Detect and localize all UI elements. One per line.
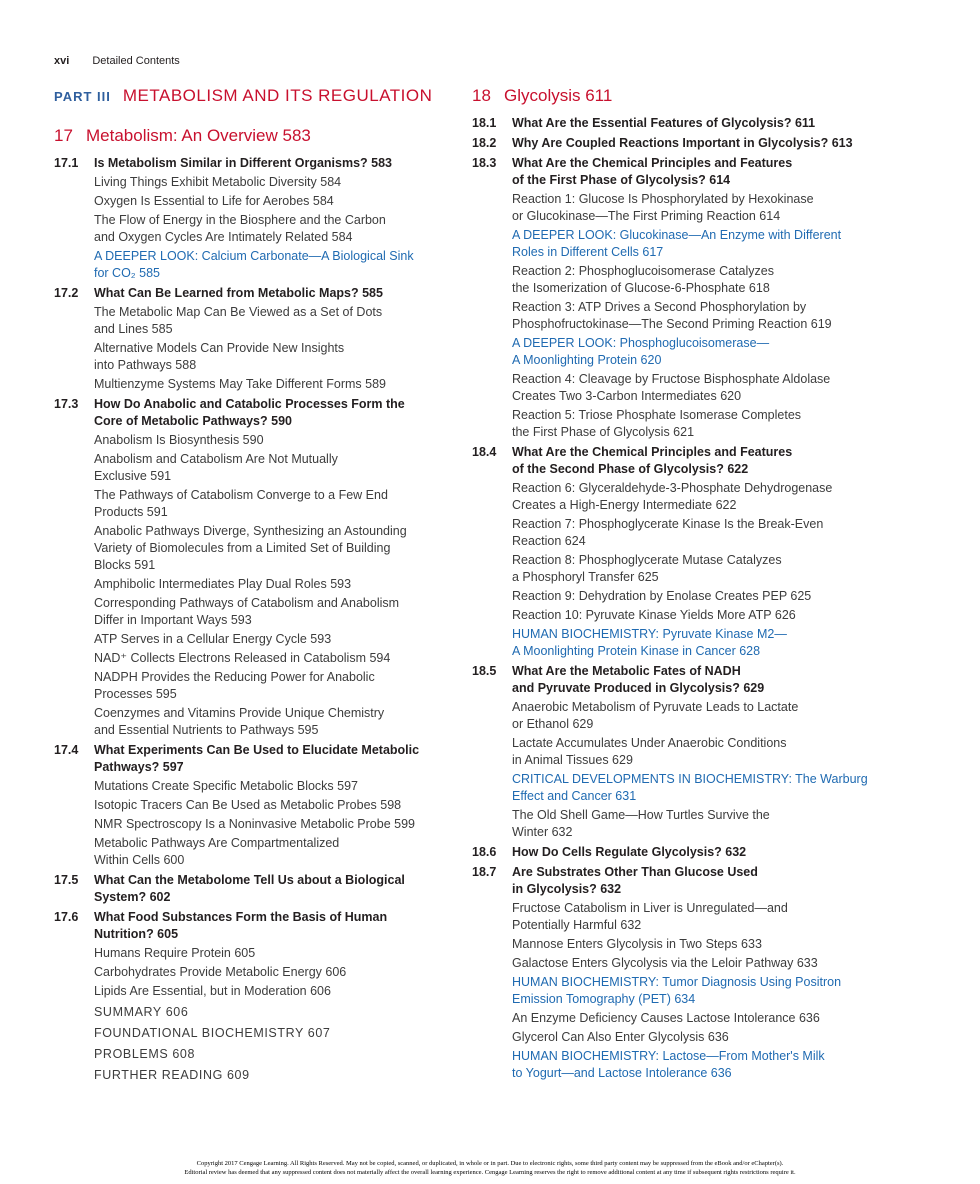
subsection-entry: [54, 174, 464, 191]
entry-text: Reaction 4: Cleavage by Fructose Bisphosphate Aldolase Creates Two 3-Carbon Intermediates 620: [512, 372, 831, 403]
entry-text: What Are the Chemical Principles and Features of the First Phase of Glycolysis? 614: [512, 156, 793, 187]
copyright-footer: [0, 1159, 980, 1177]
subsection-entry: [54, 340, 464, 374]
section-number: 17.2: [54, 286, 79, 300]
section-entry: [472, 444, 912, 478]
subsection-entry: [54, 778, 464, 795]
section-entry: [472, 663, 912, 697]
entry-text: Why Are Coupled Reactions Important in Glycolysis? 613: [512, 136, 853, 150]
entry-text: SUMMARY 606: [94, 1005, 189, 1019]
section-entry: [472, 864, 912, 898]
entry-text: Anabolism Is Biosynthesis 590: [94, 433, 264, 447]
subsection-entry: [54, 432, 464, 449]
subsection-entry: [54, 487, 464, 521]
section-number: 18.6: [472, 845, 497, 859]
subsection-entry: [54, 523, 464, 574]
subsection-entry: [54, 669, 464, 703]
part-label: PART III: [54, 89, 111, 104]
subsection-entry: [54, 835, 464, 869]
section-entry: [54, 909, 464, 943]
entry-text: Mutations Create Specific Metabolic Blocks 597: [94, 779, 359, 793]
feature-box-entry: [472, 227, 912, 261]
chapter-number: 18: [472, 86, 491, 105]
entry-text: What Can Be Learned from Metabolic Maps? 585: [94, 286, 383, 300]
entry-text: Anabolism and Catabolism Are Not Mutually Exclusive 591: [94, 452, 338, 483]
page-number: xvi: [54, 55, 70, 67]
feature-box-entry: [472, 771, 912, 805]
subsection-entry: [54, 797, 464, 814]
section-number: 17.4: [54, 743, 79, 757]
entry-text: ATP Serves in a Cellular Energy Cycle 593: [94, 632, 332, 646]
entry-text: FURTHER READING 609: [94, 1068, 250, 1082]
running-head: [54, 55, 180, 67]
toc-column-right: [472, 86, 912, 1082]
subsection-entry: [54, 193, 464, 210]
copyright-line: Editorial review has deemed that any suppressed content does not materially affect the overall learning experience. Cengage Learning reserves the right to remove additional content at any time if subsequent rights restrictions require it.: [184, 1169, 796, 1176]
entry-text: A DEEPER LOOK: Calcium Carbonate—A Biological Sink for CO₂ 585: [94, 249, 414, 280]
entry-text: How Do Cells Regulate Glycolysis? 632: [512, 845, 747, 859]
section-entry: [54, 872, 464, 906]
section-number: 18.1: [472, 116, 497, 130]
entry-text: Lipids Are Essential, but in Moderation 606: [94, 984, 331, 998]
chapter-heading: [54, 126, 464, 152]
section-number: 18.3: [472, 156, 497, 170]
entry-text: Reaction 1: Glucose Is Phosphorylated by Hexokinase or Glucokinase—The First Priming Reaction 614: [512, 192, 814, 223]
subsection-entry: [472, 299, 912, 333]
chapter-number: 17: [54, 126, 73, 145]
section-entry: [472, 844, 912, 861]
entry-text: What Are the Essential Features of Glycolysis? 611: [512, 116, 816, 130]
toc-column-left: [54, 86, 464, 1084]
entry-text: Isotopic Tracers Can Be Used as Metabolic Probes 598: [94, 798, 402, 812]
entry-text: The Flow of Energy in the Biosphere and the Carbon and Oxygen Cycles Are Intimately Related 584: [94, 213, 386, 244]
section-number: 17.5: [54, 873, 79, 887]
entry-text: How Do Anabolic and Catabolic Processes Form the Core of Metabolic Pathways? 590: [94, 397, 405, 428]
entry-text: What Can the Metabolome Tell Us about a Biological System? 602: [94, 873, 405, 904]
entry-text: Carbohydrates Provide Metabolic Energy 606: [94, 965, 347, 979]
part-title: METABOLISM AND ITS REGULATION: [122, 86, 433, 105]
section-number: 18.4: [472, 445, 497, 459]
entry-text: Lactate Accumulates Under Anaerobic Conditions in Animal Tissues 629: [512, 736, 787, 767]
subsection-entry: [54, 816, 464, 833]
entry-text: NAD⁺ Collects Electrons Released in Catabolism 594: [94, 651, 391, 665]
chapter-17-entries: [54, 155, 464, 1084]
entry-text: Reaction 5: Triose Phosphate Isomerase Completes the First Phase of Glycolysis 621: [512, 408, 802, 439]
subsection-entry: [472, 900, 912, 934]
entry-text: An Enzyme Deficiency Causes Lactose Intolerance 636: [512, 1011, 820, 1025]
subsection-entry: [54, 576, 464, 593]
entry-text: Amphibolic Intermediates Play Dual Roles 593: [94, 577, 352, 591]
subsection-entry: [54, 376, 464, 393]
feature-box-entry: [472, 335, 912, 369]
entry-text: Anabolic Pathways Diverge, Synthesizing an Astounding Variety of Biomolecules from a Limited Set of Building Blocks 591: [94, 524, 407, 572]
entry-text: The Pathways of Catabolism Converge to a Few End Products 591: [94, 488, 388, 519]
section-entry: [54, 396, 464, 430]
subsection-entry: [472, 936, 912, 953]
subsection-entry: [54, 945, 464, 962]
entry-text: Is Metabolism Similar in Different Organisms? 583: [94, 156, 393, 170]
entry-text: Reaction 2: Phosphoglucoisomerase Catalyzes the Isomerization of Glucose-6-Phosphate 618: [512, 264, 774, 295]
subsection-entry: [54, 595, 464, 629]
subsection-entry: [54, 304, 464, 338]
entry-text: Glycerol Can Also Enter Glycolysis 636: [512, 1030, 729, 1044]
section-entry: [472, 155, 912, 189]
entry-text: Galactose Enters Glycolysis via the Leloir Pathway 633: [512, 956, 818, 970]
section-number: 18.5: [472, 664, 497, 678]
back-matter-entry: [54, 1046, 464, 1063]
feature-box-entry: [54, 248, 464, 282]
entry-text: NMR Spectroscopy Is a Noninvasive Metabolic Probe 599: [94, 817, 415, 831]
subsection-entry: [472, 699, 912, 733]
entry-text: Fructose Catabolism in Liver is Unregulated—and Potentially Harmful 632: [512, 901, 788, 932]
entry-text: What Food Substances Form the Basis of Human Nutrition? 605: [94, 910, 388, 941]
entry-text: A DEEPER LOOK: Glucokinase—An Enzyme with Different Roles in Different Cells 617: [512, 228, 842, 259]
back-matter-entry: [54, 1025, 464, 1042]
chapter-18-entries: [472, 115, 912, 1082]
section-entry: [54, 285, 464, 302]
section-entry: [472, 115, 912, 132]
entry-text: Mannose Enters Glycolysis in Two Steps 633: [512, 937, 762, 951]
section-number: 17.3: [54, 397, 79, 411]
entry-text: PROBLEMS 608: [94, 1047, 195, 1061]
entry-text: Are Substrates Other Than Glucose Used in Glycolysis? 632: [512, 865, 758, 896]
entry-text: HUMAN BIOCHEMISTRY: Pyruvate Kinase M2— A Moonlighting Protein Kinase in Cancer 628: [512, 627, 787, 658]
section-number: 17.6: [54, 910, 79, 924]
subsection-entry: [472, 407, 912, 441]
section-entry: [54, 742, 464, 776]
entry-text: FOUNDATIONAL BIOCHEMISTRY 607: [94, 1026, 331, 1040]
entry-text: Humans Require Protein 605: [94, 946, 256, 960]
section-entry: [54, 155, 464, 172]
entry-text: NADPH Provides the Reducing Power for Anabolic Processes 595: [94, 670, 375, 701]
entry-text: What Are the Metabolic Fates of NADH and Pyruvate Produced in Glycolysis? 629: [512, 664, 765, 695]
subsection-entry: [54, 451, 464, 485]
part-heading: [54, 86, 464, 112]
chapter-title: Metabolism: An Overview 583: [86, 126, 311, 145]
entry-text: Reaction 8: Phosphoglycerate Mutase Catalyzes a Phosphoryl Transfer 625: [512, 553, 782, 584]
subsection-entry: [54, 631, 464, 648]
subsection-entry: [472, 735, 912, 769]
entry-text: Anaerobic Metabolism of Pyruvate Leads to Lactate or Ethanol 629: [512, 700, 799, 731]
entry-text: HUMAN BIOCHEMISTRY: Lactose—From Mother's Milk to Yogurt—and Lactose Intolerance 636: [512, 1049, 825, 1080]
entry-text: What Experiments Can Be Used to Elucidate Metabolic Pathways? 597: [94, 743, 420, 774]
entry-text: Corresponding Pathways of Catabolism and Anabolism Differ in Important Ways 593: [94, 596, 400, 627]
subsection-entry: [472, 516, 912, 550]
section-number: 17.1: [54, 156, 79, 170]
entry-text: CRITICAL DEVELOPMENTS IN BIOCHEMISTRY: The Warburg Effect and Cancer 631: [512, 772, 868, 803]
subsection-entry: [472, 588, 912, 605]
subsection-entry: [54, 212, 464, 246]
entry-text: Reaction 10: Pyruvate Kinase Yields More ATP 626: [512, 608, 796, 622]
section-entry: [472, 135, 912, 152]
entry-text: Oxygen Is Essential to Life for Aerobes 584: [94, 194, 334, 208]
subsection-entry: [472, 607, 912, 624]
subsection-entry: [472, 263, 912, 297]
subsection-entry: [472, 1029, 912, 1046]
subsection-entry: [472, 480, 912, 514]
chapter-heading: [472, 86, 912, 112]
running-head-title: Detailed Contents: [92, 55, 180, 67]
entry-text: Alternative Models Can Provide New Insights into Pathways 588: [94, 341, 345, 372]
subsection-entry: [472, 807, 912, 841]
entry-text: Reaction 6: Glyceraldehyde-3-Phosphate Dehydrogenase Creates a High-Energy Intermediate 622: [512, 481, 833, 512]
feature-box-entry: [472, 1048, 912, 1082]
subsection-entry: [54, 964, 464, 981]
entry-text: The Metabolic Map Can Be Viewed as a Set of Dots and Lines 585: [94, 305, 383, 336]
copyright-line: Copyright 2017 Cengage Learning. All Rights Reserved. May not be copied, scanned, or duplicated, in whole or in part. Due to electronic rights, some third party content may be suppressed from the eBook and/or eChapter(s).: [196, 1160, 784, 1167]
section-number: 18.7: [472, 865, 497, 879]
back-matter-entry: [54, 1067, 464, 1084]
subsection-entry: [54, 650, 464, 667]
subsection-entry: [472, 191, 912, 225]
entry-text: Metabolic Pathways Are Compartmentalized Within Cells 600: [94, 836, 340, 867]
section-number: 18.2: [472, 136, 497, 150]
feature-box-entry: [472, 974, 912, 1008]
entry-text: A DEEPER LOOK: Phosphoglucoisomerase— A Moonlighting Protein 620: [512, 336, 770, 367]
subsection-entry: [472, 1010, 912, 1027]
subsection-entry: [472, 371, 912, 405]
subsection-entry: [54, 983, 464, 1000]
subsection-entry: [54, 705, 464, 739]
entry-text: Reaction 9: Dehydration by Enolase Creates PEP 625: [512, 589, 812, 603]
entry-text: Multienzyme Systems May Take Different Forms 589: [94, 377, 386, 391]
subsection-entry: [472, 552, 912, 586]
chapter-title: Glycolysis 611: [504, 86, 613, 105]
entry-text: What Are the Chemical Principles and Features of the Second Phase of Glycolysis? 622: [512, 445, 793, 476]
entry-text: HUMAN BIOCHEMISTRY: Tumor Diagnosis Using Positron Emission Tomography (PET) 634: [512, 975, 842, 1006]
entry-text: Reaction 7: Phosphoglycerate Kinase Is the Break-Even Reaction 624: [512, 517, 824, 548]
entry-text: Coenzymes and Vitamins Provide Unique Chemistry and Essential Nutrients to Pathways 595: [94, 706, 385, 737]
feature-box-entry: [472, 626, 912, 660]
entry-text: Living Things Exhibit Metabolic Diversity 584: [94, 175, 342, 189]
back-matter-entry: [54, 1004, 464, 1021]
entry-text: The Old Shell Game—How Turtles Survive the Winter 632: [512, 808, 770, 839]
subsection-entry: [472, 955, 912, 972]
entry-text: Reaction 3: ATP Drives a Second Phosphorylation by Phosphofructokinase—The Second Priming Reaction 619: [512, 300, 832, 331]
